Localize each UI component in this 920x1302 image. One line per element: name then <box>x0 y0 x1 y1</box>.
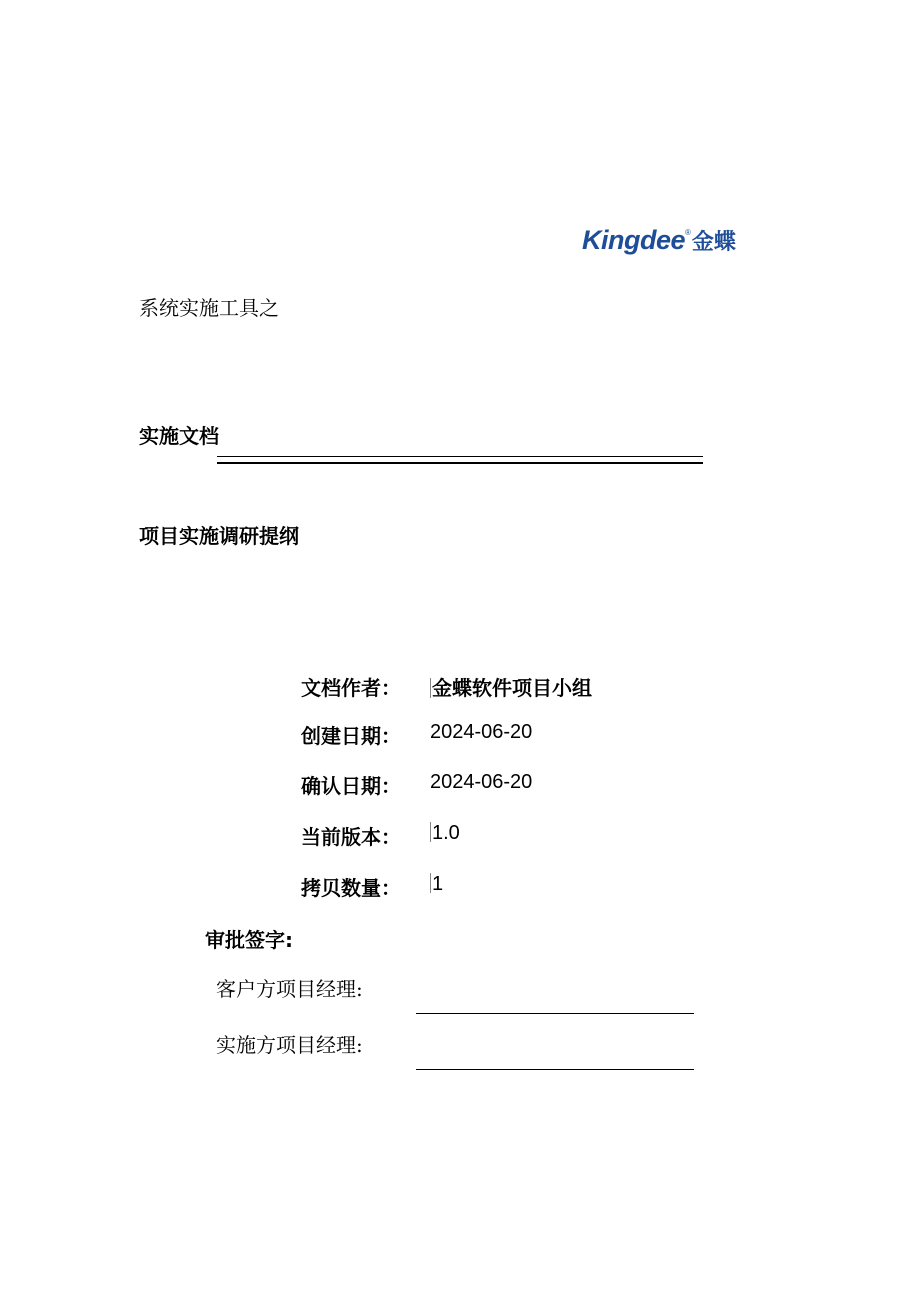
copies-label: 拷贝数量： <box>301 876 401 900</box>
created-date-label: 创建日期： <box>301 724 401 748</box>
logo-brand-cn: 金蝶 <box>691 229 736 255</box>
document-title: 项目实施调研提纲 <box>139 524 299 548</box>
confirmed-date-value: 2024-06-20 <box>430 771 533 793</box>
implementer-pm-label: 实施方项目经理: <box>216 1033 363 1057</box>
approval-heading: 审批签字: <box>205 928 293 952</box>
version-value-text: 1.0 <box>432 822 460 844</box>
version-label: 当前版本： <box>301 825 401 849</box>
logo-registered-mark: ® <box>685 228 691 237</box>
document-heading: 实施文档 <box>139 424 219 448</box>
version-value <box>430 822 460 845</box>
document-subtitle: 系统实施工具之 <box>139 296 279 320</box>
kingdee-logo <box>582 222 736 258</box>
author-label: 文档作者： <box>301 676 401 700</box>
author-value <box>430 672 592 701</box>
copies-value-text: 1 <box>432 873 444 895</box>
logo-brand-en: Kingdee <box>582 224 686 255</box>
text-cursor-mark <box>430 678 431 698</box>
client-pm-label: 客户方项目经理: <box>216 977 363 1001</box>
author-value-text: 金蝶软件项目小组 <box>432 676 592 700</box>
text-cursor-mark <box>430 873 431 893</box>
client-pm-signature-line <box>416 1013 694 1014</box>
implementer-pm-signature-line <box>416 1069 694 1070</box>
copies-value <box>430 873 443 896</box>
confirmed-date-label: 确认日期： <box>301 774 401 798</box>
double-rule-divider <box>217 456 703 464</box>
text-cursor-mark <box>430 822 431 842</box>
created-date-value: 2024-06-20 <box>430 721 533 743</box>
